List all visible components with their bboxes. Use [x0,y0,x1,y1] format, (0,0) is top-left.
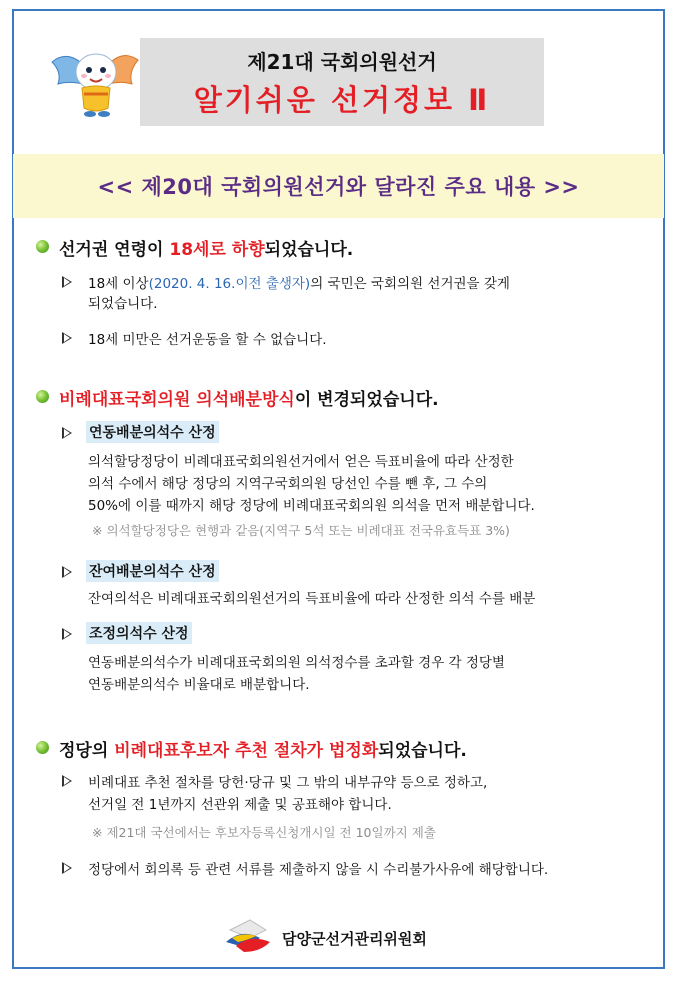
bullet-dot-icon [36,741,49,754]
section1-heading-highlight: 18세로 하향 [169,240,265,260]
triangle-bullet-icon [62,566,72,578]
section2-heading-b: 이 변경되었습니다. [294,390,439,410]
section1-heading [59,235,353,260]
triangle-bullet-icon [62,862,72,874]
organization-name: 담양군선거관리위원회 [282,930,427,948]
sub2-label: 잔여배분의석수 산정 [86,560,219,582]
section3-note: ※ 제21대 국선에서는 후보자등록신청개시일 전 10일까지 제출 [92,825,436,840]
section1-item2: 18세 미만은 선거운동을 할 수 없습니다. [88,332,327,348]
section3-heading-c: 되었습니다. [378,741,467,761]
banner-text: << 제20대 국회의원선거와 달라진 주요 내용 >> [97,175,580,199]
sub3-line2: 연동배분의석수 비율대로 배분합니다. [88,677,310,693]
section1-heading-a: 선거권 연령이 [59,240,170,260]
section1-heading-c: 되었습니다. [264,240,354,260]
section1-item1-c: 의 국민은 국회의원 선거권을 갖게 [310,276,510,292]
section3-item1-line2: 선거일 전 1년까지 선관위 제출 및 공표해야 합니다. [88,797,392,813]
section1-item1-line1 [88,272,510,292]
triangle-bullet-icon [62,775,72,787]
section2-heading [59,385,439,410]
sub3-line1: 연동배분의석수가 비례대표국회의원 의석정수를 초과할 경우 각 정당별 [88,655,505,671]
triangle-bullet-icon [62,427,72,439]
mascot-character [50,42,140,118]
sub2-line1: 잔여의석은 비례대표국회의원선거의 득표비율에 따라 산정한 의석 수를 배분 [88,591,536,607]
section3-item1-line1: 비례대표 추천 절차를 당헌·당규 및 그 밖의 내부규약 등으로 정하고, [88,775,488,791]
sub3-label: 조정의석수 산정 [86,622,192,644]
title-box [140,38,544,126]
banner [13,154,664,218]
section3-heading [59,736,467,761]
section3-heading-a: 정당의 [59,741,115,761]
section1-item1-a: 18세 이상 [88,276,149,292]
section1-item1-line2: 되었습니다. [88,296,158,312]
election-commission-logo [222,916,274,958]
title-subtitle: 제21대 국회의원선거 [247,50,437,74]
page-title: 알기쉬운 선거정보 Ⅱ [193,83,491,117]
section3-item2: 정당에서 회의록 등 관련 서류를 제출하지 않을 시 수리불가사유에 해당합니다. [88,862,549,878]
section1-item1-date: (2020. 4. 16.이전 출생자) [148,276,311,292]
triangle-bullet-icon [62,276,72,288]
sub1-line3: 50%에 이를 때까지 해당 정당에 비례대표국회의원 의석을 먼저 배분합니다. [88,498,535,514]
bullet-dot-icon [36,390,49,403]
triangle-bullet-icon [62,332,72,344]
bullet-dot-icon [36,240,49,253]
sub1-line1: 의석할당정당이 비례대표국회의원선거에서 얻은 득표비율에 따라 산정한 [88,454,514,470]
sub1-line2: 의석 수에서 해당 정당의 지역구국회의원 당선인 수를 뺀 후, 그 수의 [88,476,488,492]
sub1-note: ※ 의석할당정당은 현행과 같음(지역구 5석 또는 비례대표 전국유효득표 3%) [92,523,510,538]
section2-heading-highlight: 비례대표국회의원 의석배분방식 [59,390,295,410]
triangle-bullet-icon [62,628,72,640]
section3-heading-highlight: 비례대표후보자 추천 절차가 법정화 [114,741,379,761]
sub1-label: 연동배분의석수 산정 [86,421,219,443]
